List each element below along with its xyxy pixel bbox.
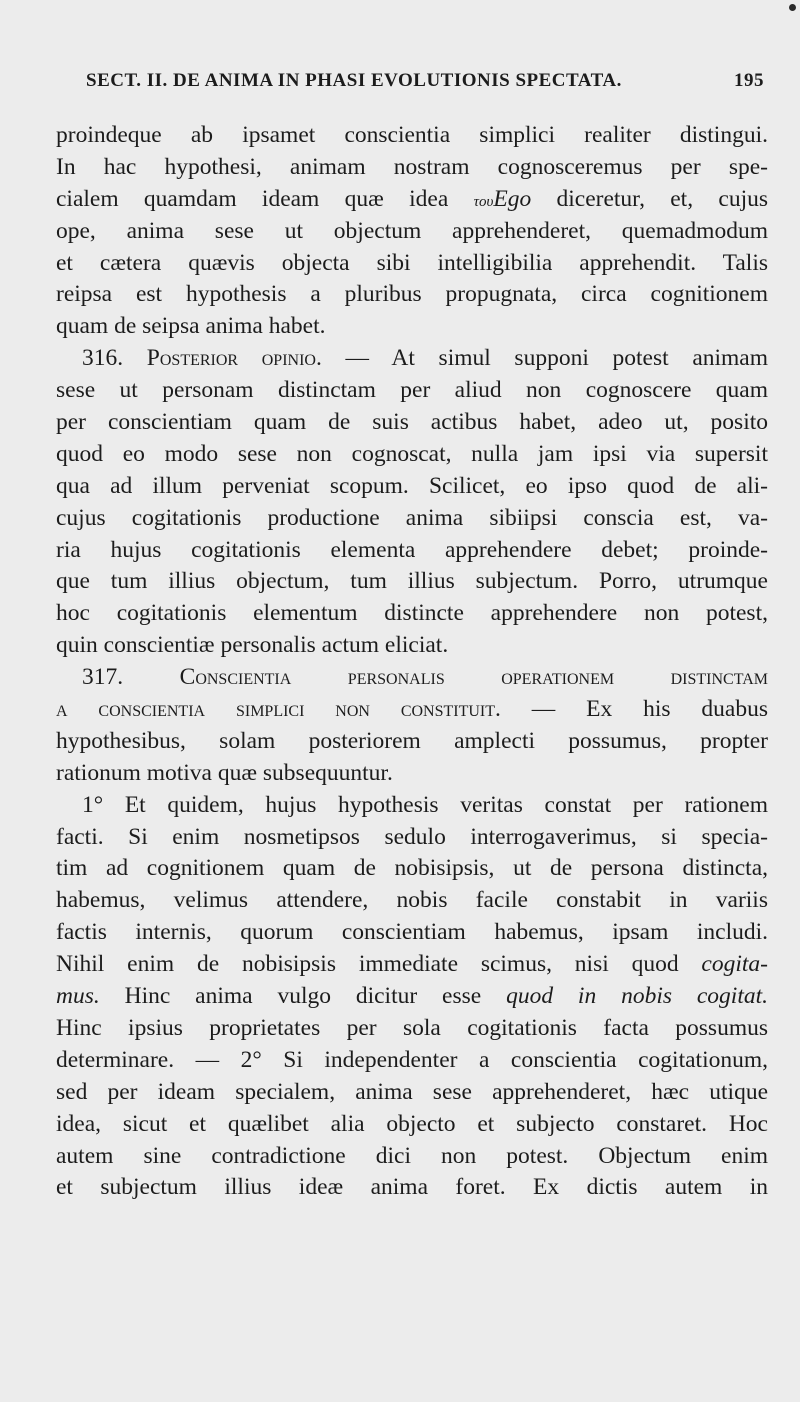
text-line: [56, 503, 768, 535]
text-segment: autem sine contradictione dici non potest. Objectum enim: [56, 1142, 768, 1169]
text-segment: ria hujus cogitationis elementa apprehendere debet; proinde-: [56, 536, 768, 563]
small-caps-heading: Posterior opinio.: [146, 345, 322, 372]
text-line: [56, 694, 768, 726]
text-segment: diceretur, et, cujus: [531, 185, 769, 212]
small-caps-heading: a conscientia simplici non constituit.: [56, 696, 501, 723]
text-segment: ope, anima sese ut objectum apprehenderet, quemadmodum: [56, 217, 768, 244]
text-segment: habemus, velimus attendere, nobis facile constabit in variis: [56, 887, 768, 914]
line-number: 316.: [82, 345, 147, 372]
text-line: [56, 311, 768, 343]
text-line: [56, 981, 768, 1013]
text-line: [56, 216, 768, 248]
body-text: [56, 120, 768, 1204]
italic-segment: cogita-: [701, 951, 768, 978]
text-segment: factis internis, quorum conscientiam habemus, ipsam includi.: [56, 919, 768, 946]
text-line: [56, 917, 768, 949]
text-segment: — Ex his duabus: [500, 696, 768, 723]
line-number: 317.: [82, 664, 180, 691]
text-line: [56, 853, 768, 885]
text-segment: que tum illius objectum, tum illius subjectum. Porro, utrumque: [56, 568, 768, 595]
text-segment: per conscientiam quam de suis actibus habet, adeo ut, posito: [56, 409, 768, 436]
text-segment: cujus cogitationis productione anima sibiipsi conscia est, va-: [56, 504, 768, 531]
text-segment: tim ad cognitionem quam de nobisipsis, ut de persona distincta,: [56, 855, 768, 882]
text-segment: quod eo modo sese non cognoscat, nulla jam ipsi via supersit: [56, 440, 768, 467]
text-line: [56, 279, 768, 311]
text-segment: proindeque ab ipsamet conscientia simplici realiter distingui.: [56, 122, 768, 148]
text-line: [56, 248, 768, 280]
text-segment: quam de seipsa anima habet.: [56, 313, 326, 340]
text-segment: idea, sicut et quælibet alia objecto et subjecto constaret. Hoc: [56, 1110, 768, 1137]
small-caps-heading: Conscientia personalis operationem distinctam: [179, 664, 768, 691]
page-number: 195: [734, 70, 764, 91]
text-segment: In hac hypothesi, animam nostram cognosceremus per spe-: [56, 153, 768, 180]
text-line: [56, 1172, 768, 1204]
running-title: SECT. II. DE ANIMA IN PHASI EVOLUTIONIS SPECTATA.: [86, 70, 622, 91]
text-segment: qua ad illum perveniat scopum. Scilicet, eo ipso quod de ali-: [56, 472, 768, 499]
text-segment: facti. Si enim nosmetipsos sedulo interrogaverimus, si specia-: [56, 823, 768, 850]
greek-article: του: [473, 193, 494, 210]
text-line: [56, 726, 768, 758]
text-line: [56, 1045, 768, 1077]
text-line: [56, 471, 768, 503]
text-segment: rationum motiva quæ subsequuntur.: [56, 759, 393, 786]
text-line: [56, 662, 768, 694]
text-segment: Hinc anima vulgo dicitur esse: [99, 983, 507, 1010]
text-segment: hypothesibus, solam posteriorem amplecti possumus, propter: [56, 727, 768, 754]
text-segment: cialem quamdam ideam quæ idea: [56, 185, 474, 212]
text-segment: sed per ideam specialem, anima sese apprehenderet, hæc utique: [56, 1078, 768, 1105]
text-line: [56, 407, 768, 439]
text-segment: hoc cogitationis elementum distincte apprehendere non potest,: [56, 600, 768, 627]
text-line: [56, 1109, 768, 1141]
text-segment: reipsa est hypothesis a pluribus propugnata, circa cognitionem: [56, 281, 768, 308]
text-line: [56, 535, 768, 567]
text-line: [56, 630, 768, 662]
text-line: [56, 1013, 768, 1045]
text-segment: et subjectum illius ideæ anima foret. Ex dictis autem in: [56, 1174, 768, 1201]
italic-segment: Ego: [493, 185, 532, 212]
text-segment: et cætera quævis objecta sibi intelligibilia apprehendit. Talis: [56, 249, 768, 276]
text-segment: — At simul supponi potest animam: [321, 345, 769, 372]
text-segment: Nihil enim de nobisipsis immediate scimus, nisi quod: [56, 951, 702, 978]
text-line: [56, 439, 768, 471]
text-line: [56, 885, 768, 917]
text-line: [56, 598, 768, 630]
text-line: [56, 184, 768, 216]
page-header: [86, 70, 764, 100]
text-line: [56, 375, 768, 407]
italic-segment: mus.: [56, 983, 100, 1010]
ink-spot: [789, 4, 796, 11]
text-segment: 1° Et quidem, hujus hypothesis veritas constat per rationem: [82, 791, 768, 818]
text-segment: determinare. — 2° Si independenter a conscientia cogitationum,: [56, 1046, 768, 1073]
text-line: [56, 152, 768, 184]
text-line: [56, 1077, 768, 1109]
text-line: [56, 120, 768, 152]
text-line: [56, 758, 768, 790]
text-line: [56, 790, 768, 822]
italic-segment: quod in nobis cogitat.: [506, 983, 768, 1010]
text-segment: sese ut personam distinctam per aliud non cognoscere quam: [56, 377, 768, 404]
text-segment: quin conscientiæ personalis actum eliciat.: [56, 632, 449, 659]
text-line: [56, 343, 768, 375]
text-line: [56, 949, 768, 981]
text-line: [56, 566, 768, 598]
text-line: [56, 822, 768, 854]
text-line: [56, 1141, 768, 1173]
text-segment: Hinc ipsius proprietates per sola cogitationis facta possumus: [56, 1014, 768, 1041]
